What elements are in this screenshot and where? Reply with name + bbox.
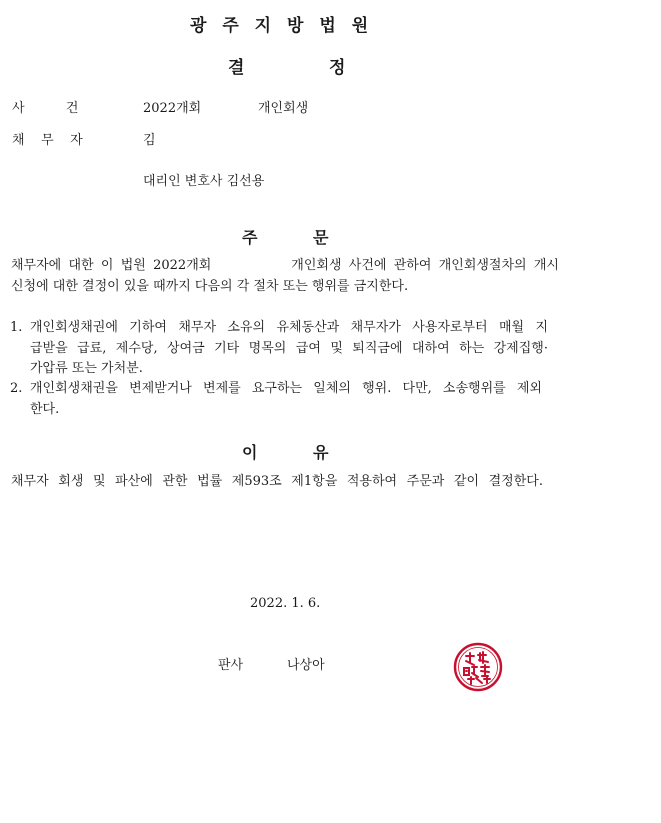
reason-heading-part2: 유 [313,443,329,462]
reason-text: 채무자 회생 및 파산에 관한 법률 제593조 제1항을 적용하여 주문과 같이 결정한다. [11,474,543,489]
debtor-label: 채 무 자 [12,133,83,148]
document-type-part2: 정 [329,58,346,78]
court-name: 광 주 지 방 법 원 [190,16,369,36]
order-heading-part1: 주 [242,228,258,247]
order-item-line: 가압류 또는 가처분. [30,361,143,376]
debtor-agent: 대리인 변호사 김선용 [143,174,265,189]
order-item-line: 한다. [30,402,60,417]
case-name: 개인회생 [258,101,309,116]
case-number: 2022개회 [143,101,202,116]
document-type-part1: 결 [228,58,245,78]
decision-date: 2022. 1. 6. [250,596,321,611]
order-item-line: 급받을 급료, 제수당, 상여금 기타 명목의 급여 및 퇴직금에 대하여 하는 강제집행· [30,341,548,356]
order-item-line: 개인회생채권을 변제받거나 변제를 요구하는 일체의 행위. 다만, 소송행위를 제외 [30,381,542,396]
order-item-number: 1. [10,320,23,335]
order-intro-line2: 신청에 대한 결정이 있을 때까지 다음의 각 절차 또는 행위를 금지한다. [11,279,409,294]
order-intro-line1: 채무자에 대한 이 법원 2022개회 개인회생 사건에 관하여 개인회생절차의 개시 [11,258,559,273]
judge-title: 판사 [218,658,244,673]
court-seal-icon [452,641,504,693]
judge-name: 나상아 [287,658,325,673]
reason-heading-part1: 이 [242,443,258,462]
debtor-name: 김 [143,133,156,148]
case-label: 사 건 [12,101,79,116]
order-item-line: 개인회생채권에 기하여 채무자 소유의 유체동산과 채무자가 사용자로부터 매월 지 [30,320,548,335]
order-item-number: 2. [10,381,23,396]
order-heading-part2: 문 [313,228,329,247]
